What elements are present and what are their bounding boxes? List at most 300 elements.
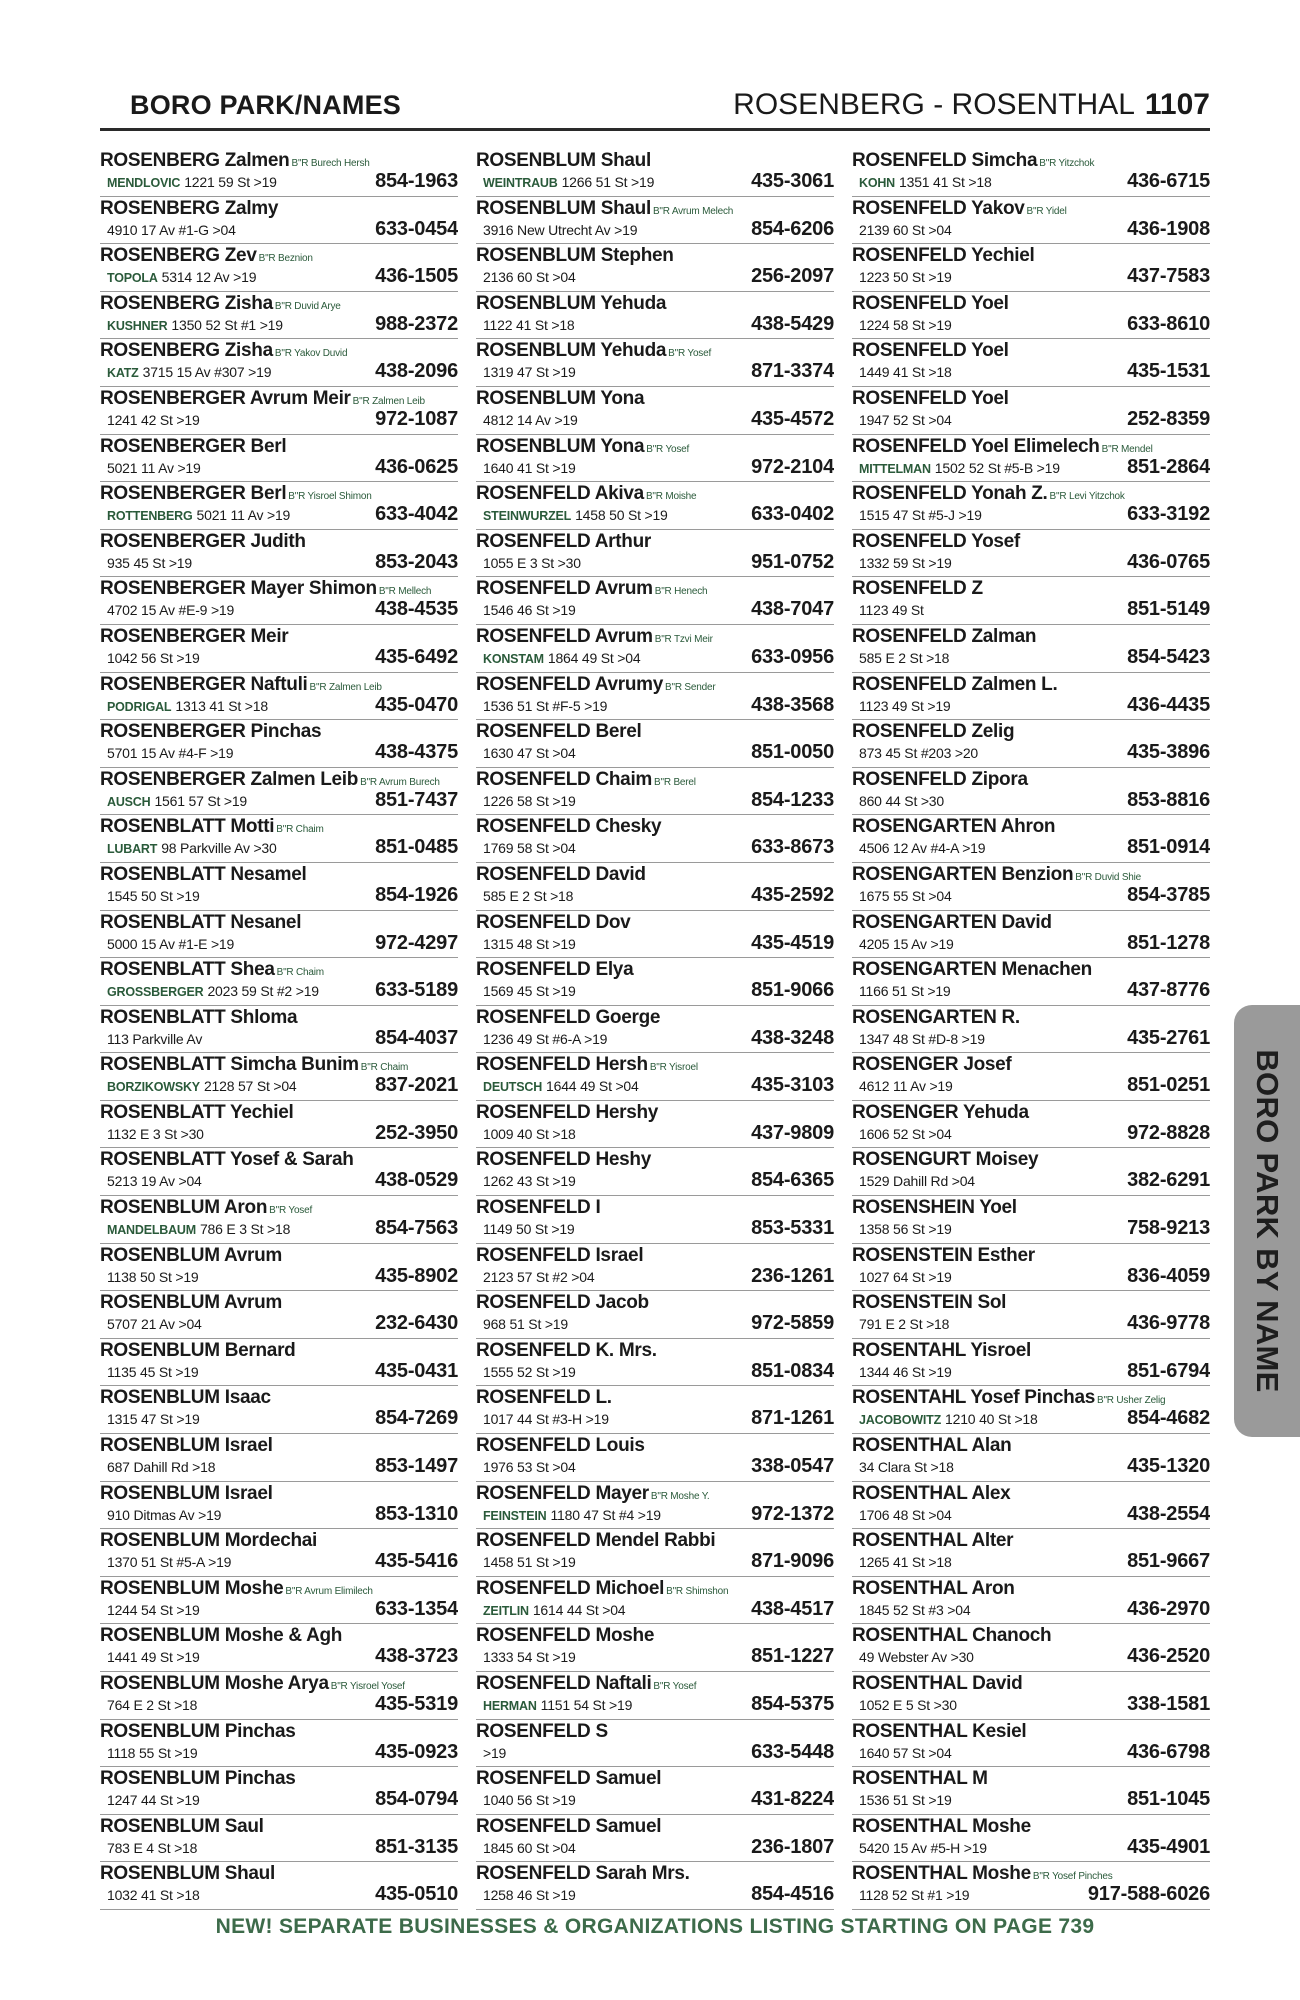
listing-phone: 972-4297 xyxy=(375,931,458,954)
header-rule xyxy=(100,128,1210,131)
listing-name: ROSENBERG Zalmy xyxy=(100,197,279,219)
listing-entry xyxy=(852,530,1210,578)
listing-address-line xyxy=(107,1554,231,1571)
listing-name: ROSENFELD Yoel xyxy=(852,387,1009,409)
listing-phone: 851-6794 xyxy=(1127,1359,1210,1382)
listing-phone: 436-1505 xyxy=(375,265,458,288)
listing-name: ROSENBERGER Pinchas xyxy=(100,721,322,743)
listing-name-line xyxy=(852,245,1035,267)
listing-address-line xyxy=(107,1031,202,1048)
listing-address-line xyxy=(859,364,952,381)
listing-spouse-name: KUSHNER xyxy=(107,318,168,333)
listing-address: 1151 54 St >19 xyxy=(540,1697,633,1713)
listing-phone: 853-1497 xyxy=(375,1455,458,1478)
listing-address: 1135 45 St >19 xyxy=(107,1363,199,1380)
listing-name-line xyxy=(476,150,651,172)
listing-phone: 435-8902 xyxy=(375,1264,458,1287)
listing-address: 4612 11 Av >19 xyxy=(859,1078,953,1095)
listing-address-line xyxy=(107,1602,200,1619)
listing-phone: 633-0402 xyxy=(751,503,834,526)
listing-name: ROSENTHAL M xyxy=(852,1768,988,1790)
listing-name: ROSENFELD Simcha xyxy=(852,150,1038,171)
listing-entry xyxy=(100,720,458,768)
listing-phone: 851-9066 xyxy=(751,979,834,1002)
listing-name: ROSENFELD Louis xyxy=(476,1435,645,1457)
listing-address: 5420 15 Av #5-H >19 xyxy=(859,1839,987,1856)
listing-address: 1042 56 St >19 xyxy=(107,649,200,666)
listing-father-name: B"R Chaim xyxy=(276,824,324,836)
listing-phone: 252-3950 xyxy=(375,1121,458,1144)
listing-name: ROSENTHAL Chanoch xyxy=(852,1625,1052,1647)
listing-phone: 436-4435 xyxy=(1127,693,1210,716)
listing-address: 1864 49 St >04 xyxy=(547,649,641,666)
listing-name-line xyxy=(852,674,1057,696)
listing-name: ROSENBERGER Judith xyxy=(100,530,306,552)
listing-phone: 988-2372 xyxy=(375,312,458,335)
listing-phone: 851-0485 xyxy=(375,836,458,859)
listing-address: 1441 49 St >19 xyxy=(107,1649,200,1666)
listing-spouse-name: LUBART xyxy=(107,842,158,857)
listing-address: 791 E 2 St >18 xyxy=(859,1316,950,1333)
listing-address: 1640 41 St >19 xyxy=(483,459,576,476)
listing-address-line xyxy=(107,1126,204,1143)
listing-name: ROSENBLUM Aron xyxy=(100,1197,268,1219)
listing-address: 1569 45 St >19 xyxy=(483,983,576,1000)
listing-phone: 854-5423 xyxy=(1127,645,1210,668)
listing-entry xyxy=(476,577,834,625)
listing-entry xyxy=(476,958,834,1006)
listing-name: ROSENFELD Samuel xyxy=(476,1815,662,1837)
listing-name-line xyxy=(100,483,372,508)
listing-phone: 435-0470 xyxy=(375,693,458,716)
listing-address: 1241 42 St >19 xyxy=(107,411,200,428)
listing-name-line xyxy=(100,1673,405,1698)
listing-address: 5213 19 Av >04 xyxy=(107,1173,202,1190)
listing-name-line xyxy=(476,578,707,603)
listing-name-line xyxy=(852,1149,1038,1171)
listing-address-line xyxy=(859,174,992,192)
listing-name: ROSENFELD Chaim xyxy=(476,768,653,790)
listing-phone: 972-2104 xyxy=(751,455,834,478)
listing-address: 49 Webster Av >30 xyxy=(859,1649,974,1666)
listing-name-line xyxy=(852,864,1141,889)
listing-address: 2139 60 St >04 xyxy=(859,221,952,238)
listing-entry xyxy=(476,1053,834,1101)
listing-name-line xyxy=(852,1007,1020,1029)
listing-entry xyxy=(852,1006,1210,1054)
listing-address-line xyxy=(483,1840,576,1857)
listing-phone: 382-6291 xyxy=(1127,1169,1210,1192)
listing-address: 5000 15 Av #1-E >19 xyxy=(107,935,235,952)
listing-address: 2136 60 St >04 xyxy=(483,269,576,286)
listing-name: ROSENTHAL David xyxy=(852,1673,1023,1694)
listing-phone: 633-3192 xyxy=(1127,503,1210,526)
listing-phone: 435-3103 xyxy=(751,1074,834,1097)
listing-address-line xyxy=(107,222,236,239)
listing-phone: 438-4375 xyxy=(375,741,458,764)
listing-entry xyxy=(100,1529,458,1577)
listing-address: 2128 57 St >04 xyxy=(203,1078,297,1095)
listing-name-line xyxy=(100,1245,282,1267)
listing-name: ROSENGURT Moisey xyxy=(852,1149,1039,1171)
listing-name: ROSENTHAL Kesiel xyxy=(852,1720,1027,1742)
listing-phone: 435-5319 xyxy=(375,1693,458,1715)
listing-spouse-name: STEINWURZEL xyxy=(483,509,572,524)
listing-address: 1180 47 St #4 >19 xyxy=(550,1506,661,1523)
listing-phone: 232-6430 xyxy=(375,1312,458,1335)
listing-name-line xyxy=(100,1292,282,1314)
listing-address: 3916 New Utrecht Av >19 xyxy=(483,221,638,238)
listing-name: ROSENGER Yehuda xyxy=(852,1101,1029,1123)
listing-name-line xyxy=(852,483,1125,508)
listing-father-name: B"R Shimshon xyxy=(666,1585,729,1597)
listing-entry xyxy=(476,197,834,245)
listing-name: ROSENFELD Zelig xyxy=(852,721,1015,743)
listing-name: ROSENTHAL Moshe xyxy=(852,1863,1031,1885)
listing-entry xyxy=(852,768,1210,816)
listing-address-line xyxy=(483,793,576,810)
listing-address: 1221 59 St >19 xyxy=(184,174,277,190)
listing-name-line xyxy=(476,1197,600,1219)
listing-father-name: B"R Yisroel xyxy=(649,1062,698,1074)
listing-phone: 236-1807 xyxy=(751,1835,834,1858)
listing-name-line xyxy=(476,1435,645,1457)
name-range: ROSENBERG - ROSENTHAL xyxy=(733,88,1135,121)
listing-entry xyxy=(476,1672,834,1720)
listing-name: ROSENBLUM Pinchas xyxy=(100,1768,296,1790)
listing-name-line xyxy=(476,293,666,315)
listing-address-line xyxy=(483,174,654,192)
listing-address-line xyxy=(483,317,575,334)
listing-name: ROSENFELD Samuel xyxy=(476,1768,662,1790)
listing-address: 910 Ditmas Av >19 xyxy=(107,1506,222,1523)
listing-name: ROSENBERGER Meir xyxy=(100,625,289,647)
listing-name-line xyxy=(100,1625,342,1647)
listing-phone: 436-0625 xyxy=(375,455,458,478)
listing-name: ROSENFELD Mayer xyxy=(476,1482,649,1504)
listing-entry xyxy=(852,435,1210,483)
section-title: BORO PARK/NAMES xyxy=(130,90,402,120)
listing-name: ROSENBLUM Avrum xyxy=(100,1244,282,1266)
listing-name-line xyxy=(852,1102,1029,1124)
listing-phone: 851-3135 xyxy=(375,1835,458,1858)
listing-address-line xyxy=(859,1411,1038,1429)
listing-address: 860 44 St >30 xyxy=(859,792,944,809)
listing-address: 1675 55 St >04 xyxy=(859,887,952,904)
listing-entry xyxy=(852,197,1210,245)
listing-spouse-name: MENDLOVIC xyxy=(107,176,181,190)
listing-address: 585 E 2 St >18 xyxy=(483,887,574,904)
listing-name: ROSENBLUM Mordechai xyxy=(100,1530,318,1552)
listing-address-line xyxy=(859,1221,952,1238)
listing-name-line xyxy=(100,674,382,699)
listing-address: 1138 50 St >19 xyxy=(107,1268,199,1285)
listing-name: ROSENFELD Avrum xyxy=(476,625,653,647)
listing-phone: 435-0510 xyxy=(375,1883,458,1906)
listing-address: 1052 E 5 St >30 xyxy=(859,1697,957,1713)
listing-address-line xyxy=(107,412,200,429)
listing-name: ROSENFELD Z xyxy=(852,578,983,600)
listing-address: 1769 58 St >04 xyxy=(483,840,576,857)
listing-address: 98 Parkville Av >30 xyxy=(161,840,277,857)
listing-entry xyxy=(100,768,458,816)
listing-name: ROSENFELD Israel xyxy=(476,1244,644,1266)
listing-entry xyxy=(100,815,458,863)
listing-name-line xyxy=(852,769,1028,791)
listing-phone: 851-0834 xyxy=(751,1359,834,1382)
listing-address-line xyxy=(107,460,201,477)
listing-spouse-name: ROTTENBERG xyxy=(107,509,193,524)
listing-name: ROSENFELD S xyxy=(476,1720,608,1742)
listing-phone: 972-1372 xyxy=(751,1502,834,1525)
listing-phone: 854-6365 xyxy=(751,1169,834,1192)
listing-name: ROSENFELD Jacob xyxy=(476,1292,649,1314)
listing-entry xyxy=(852,1672,1210,1720)
listing-entry xyxy=(852,1815,1210,1863)
listing-address-line xyxy=(107,840,277,858)
listing-name: ROSENBLUM Moshe Arya xyxy=(100,1673,329,1694)
listing-entry xyxy=(852,339,1210,387)
listing-address-line xyxy=(483,222,637,239)
listing-phone: 853-1310 xyxy=(375,1502,458,1525)
listing-name-line xyxy=(476,531,651,553)
listing-address: 1536 51 St >19 xyxy=(859,1792,952,1809)
listing-phone: 436-6715 xyxy=(1127,170,1210,192)
listing-entry xyxy=(852,1101,1210,1149)
listing-entry xyxy=(852,1291,1210,1339)
listing-spouse-name: MITTELMAN xyxy=(859,461,931,476)
listing-father-name: B"R Yakov Duvid xyxy=(274,348,348,360)
listing-entry xyxy=(852,1148,1210,1196)
listing-phone: 854-4516 xyxy=(751,1883,834,1906)
listing-address-line xyxy=(859,1031,985,1048)
listing-name-line xyxy=(852,1816,1031,1838)
listing-name: ROSENBLATT Nesamel xyxy=(100,863,307,885)
listing-name: ROSENGARTEN David xyxy=(852,911,1052,933)
listing-phone: 236-1261 xyxy=(751,1264,834,1287)
listing-address-line xyxy=(483,1221,575,1238)
listing-father-name: B"R Tzvi Meir xyxy=(654,633,713,645)
listing-address: 1262 43 St >19 xyxy=(483,1173,576,1190)
listing-name-line xyxy=(476,1483,709,1508)
listing-phone: 436-2520 xyxy=(1127,1645,1210,1668)
listing-phone: 837-2021 xyxy=(375,1074,458,1097)
listing-address-line xyxy=(107,1078,297,1096)
listing-address: 1123 49 St >19 xyxy=(859,697,951,714)
side-tab[interactable] xyxy=(1234,1005,1300,1437)
listing-name-line xyxy=(476,388,644,410)
listing-name-line xyxy=(476,816,661,838)
listing-entry xyxy=(476,1434,834,1482)
listing-phone: 836-4059 xyxy=(1127,1264,1210,1287)
listing-name-line xyxy=(852,626,1036,648)
listing-phone: 851-5149 xyxy=(1127,598,1210,621)
listing-address-line xyxy=(483,364,576,381)
listing-entry xyxy=(100,1767,458,1815)
listing-address: 1350 52 St #1 >19 xyxy=(171,316,283,333)
listing-phone: 633-5448 xyxy=(751,1740,834,1763)
listing-name-line xyxy=(100,1102,293,1124)
listing-address-line xyxy=(859,1697,957,1714)
listing-name-line xyxy=(100,1863,275,1885)
listing-entry xyxy=(100,673,458,721)
listing-spouse-name: MANDELBAUM xyxy=(107,1223,196,1238)
listing-entry xyxy=(852,720,1210,768)
listing-name-line xyxy=(476,1673,696,1698)
listing-name: ROSENBERG Zev xyxy=(100,245,257,267)
listing-address: 1640 57 St >04 xyxy=(859,1744,952,1761)
listing-father-name: B"R Yosef xyxy=(269,1205,313,1217)
listing-name: ROSENBLATT Yosef & Sarah xyxy=(100,1149,354,1171)
listing-address-line xyxy=(483,269,576,286)
listing-entry xyxy=(476,1244,834,1292)
listing-address: 786 E 3 St >18 xyxy=(199,1221,291,1238)
listing-father-name: B"R Sender xyxy=(665,681,716,693)
listing-spouse-name: PODRIGAL xyxy=(107,699,172,714)
listing-entry xyxy=(100,577,458,625)
listing-name-line xyxy=(100,1340,295,1362)
listing-phone: 854-1233 xyxy=(751,788,834,811)
listing-address: 1546 46 St >19 xyxy=(483,602,576,619)
listing-name-line xyxy=(100,1149,354,1171)
listing-entry xyxy=(852,1196,1210,1244)
listing-phone: 853-8816 xyxy=(1127,788,1210,811)
listing-name: ROSENFELD Goerge xyxy=(476,1006,661,1028)
listing-entry xyxy=(476,1006,834,1054)
listing-address-line xyxy=(859,698,951,715)
listing-entry xyxy=(100,1291,458,1339)
listing-address: 1358 56 St >19 xyxy=(859,1221,952,1238)
listing-spouse-name: HERMAN xyxy=(483,1699,537,1713)
listing-father-name: B"R Yitzchok xyxy=(1039,158,1095,169)
listing-name: ROSENBLATT Yechiel xyxy=(100,1101,294,1123)
listing-entry xyxy=(476,530,834,578)
listing-address: 1614 44 St >04 xyxy=(532,1601,626,1618)
listing-name-line xyxy=(852,150,1094,175)
listing-father-name: B"R Yosef xyxy=(646,443,690,455)
listing-address: 1515 47 St #5-J >19 xyxy=(859,507,982,524)
listing-phone: 435-0923 xyxy=(375,1740,458,1763)
listing-name-line xyxy=(100,721,321,743)
listing-address-line xyxy=(483,1078,639,1096)
listing-entry xyxy=(476,1196,834,1244)
listing-address-line xyxy=(483,1364,576,1381)
listing-address: 1247 44 St >19 xyxy=(107,1792,200,1809)
listing-phone: 851-1278 xyxy=(1127,931,1210,954)
listing-name: ROSENTHAL Alan xyxy=(852,1435,1012,1457)
listing-phone: 758-9213 xyxy=(1127,1217,1210,1240)
listing-phone: 435-2761 xyxy=(1127,1026,1210,1049)
listing-entry xyxy=(852,244,1210,292)
listing-address-line xyxy=(859,1173,975,1190)
listing-phone: 854-3785 xyxy=(1127,883,1210,906)
listing-name: ROSENBLUM Pinchas xyxy=(100,1720,296,1742)
listing-address-line xyxy=(859,650,949,667)
listing-address-line xyxy=(107,1745,197,1762)
listing-entry xyxy=(852,482,1210,530)
listing-entry xyxy=(852,149,1210,197)
listing-phone: 633-0454 xyxy=(375,217,458,240)
listing-name: ROSENTHAL Moshe xyxy=(852,1815,1031,1837)
listing-name-line xyxy=(476,626,713,651)
listing-address: 764 E 2 St >18 xyxy=(107,1697,198,1713)
listing-phone: 438-4535 xyxy=(375,598,458,621)
listing-name: ROSENBLUM Isaac xyxy=(100,1387,271,1409)
listing-address-line xyxy=(107,602,234,619)
listing-entry xyxy=(852,911,1210,959)
listing-phone: 633-8610 xyxy=(1127,312,1210,335)
listing-address-line xyxy=(107,555,192,572)
listing-father-name: B"R Zalmen Leib xyxy=(309,681,382,693)
listing-name: ROSENFELD Heshy xyxy=(476,1149,651,1171)
listing-phone: 851-0050 xyxy=(751,741,834,764)
listing-name-line xyxy=(476,1340,657,1362)
listing-phone: 972-5859 xyxy=(751,1312,834,1335)
listing-entry xyxy=(100,1386,458,1434)
listing-address: 873 45 St #203 >20 xyxy=(859,745,979,762)
listing-address: 1644 49 St >04 xyxy=(546,1078,639,1095)
listing-entry xyxy=(100,1148,458,1196)
listing-address: 1332 59 St >19 xyxy=(859,554,952,571)
listing-name: ROSENTHAL Aron xyxy=(852,1577,1015,1599)
listing-name: ROSENBLATT Motti xyxy=(100,816,275,838)
listing-name: ROSENBLUM Yona xyxy=(476,435,645,457)
listing-name-line xyxy=(852,1673,1022,1695)
listing-address: 1055 E 3 St >30 xyxy=(483,554,581,571)
page-number: 1107 xyxy=(1144,88,1210,121)
listing-address-line xyxy=(859,1840,987,1857)
listing-name-line xyxy=(476,1054,698,1079)
listing-entry xyxy=(476,339,834,387)
listing-phone: 436-6798 xyxy=(1127,1740,1210,1763)
listing-name: ROSENBLUM Shaul xyxy=(100,1863,275,1885)
listing-address: 1244 54 St >19 xyxy=(107,1601,200,1618)
listing-phone: 435-3061 xyxy=(751,170,834,192)
listing-address-line xyxy=(483,1745,506,1762)
listing-address: 4812 14 Av >19 xyxy=(483,411,578,428)
listing-address-line xyxy=(859,1316,949,1333)
listing-address: 1344 46 St >19 xyxy=(859,1363,952,1380)
listing-spouse-name: FEINSTEIN xyxy=(483,1508,547,1523)
listing-name-line xyxy=(100,912,301,934)
listing-address-line xyxy=(107,317,283,335)
listing-spouse-name: KOHN xyxy=(859,176,896,190)
listing-address-line xyxy=(859,412,952,429)
listing-address-line xyxy=(107,1840,197,1857)
listing-address: 585 E 2 St >18 xyxy=(859,649,950,666)
listing-address-line xyxy=(859,1078,953,1095)
listing-entry xyxy=(100,1339,458,1387)
listing-name: ROSENBLUM Saul xyxy=(100,1815,264,1837)
listing-phone: 435-3896 xyxy=(1127,741,1210,764)
listing-address: 1027 64 St >19 xyxy=(859,1268,952,1285)
listing-name-line xyxy=(852,531,1020,553)
listing-entry xyxy=(100,1720,458,1768)
page-range xyxy=(733,88,1210,122)
listing-address-line xyxy=(107,936,234,953)
listing-name-line xyxy=(476,959,633,981)
listing-name: ROSENGER Josef xyxy=(852,1054,1012,1076)
listing-phone: 438-0529 xyxy=(375,1169,458,1192)
listing-address: 1845 60 St >04 xyxy=(483,1839,576,1856)
listing-address: 1226 58 St >19 xyxy=(483,792,576,809)
listing-address: 1210 40 St >18 xyxy=(945,1411,1038,1428)
listing-name-line xyxy=(852,293,1009,315)
listing-phone: 435-1531 xyxy=(1127,360,1210,383)
listing-spouse-name: KONSTAM xyxy=(483,651,544,666)
listing-address-line xyxy=(107,698,268,716)
listing-phone: 633-5189 xyxy=(375,979,458,1002)
